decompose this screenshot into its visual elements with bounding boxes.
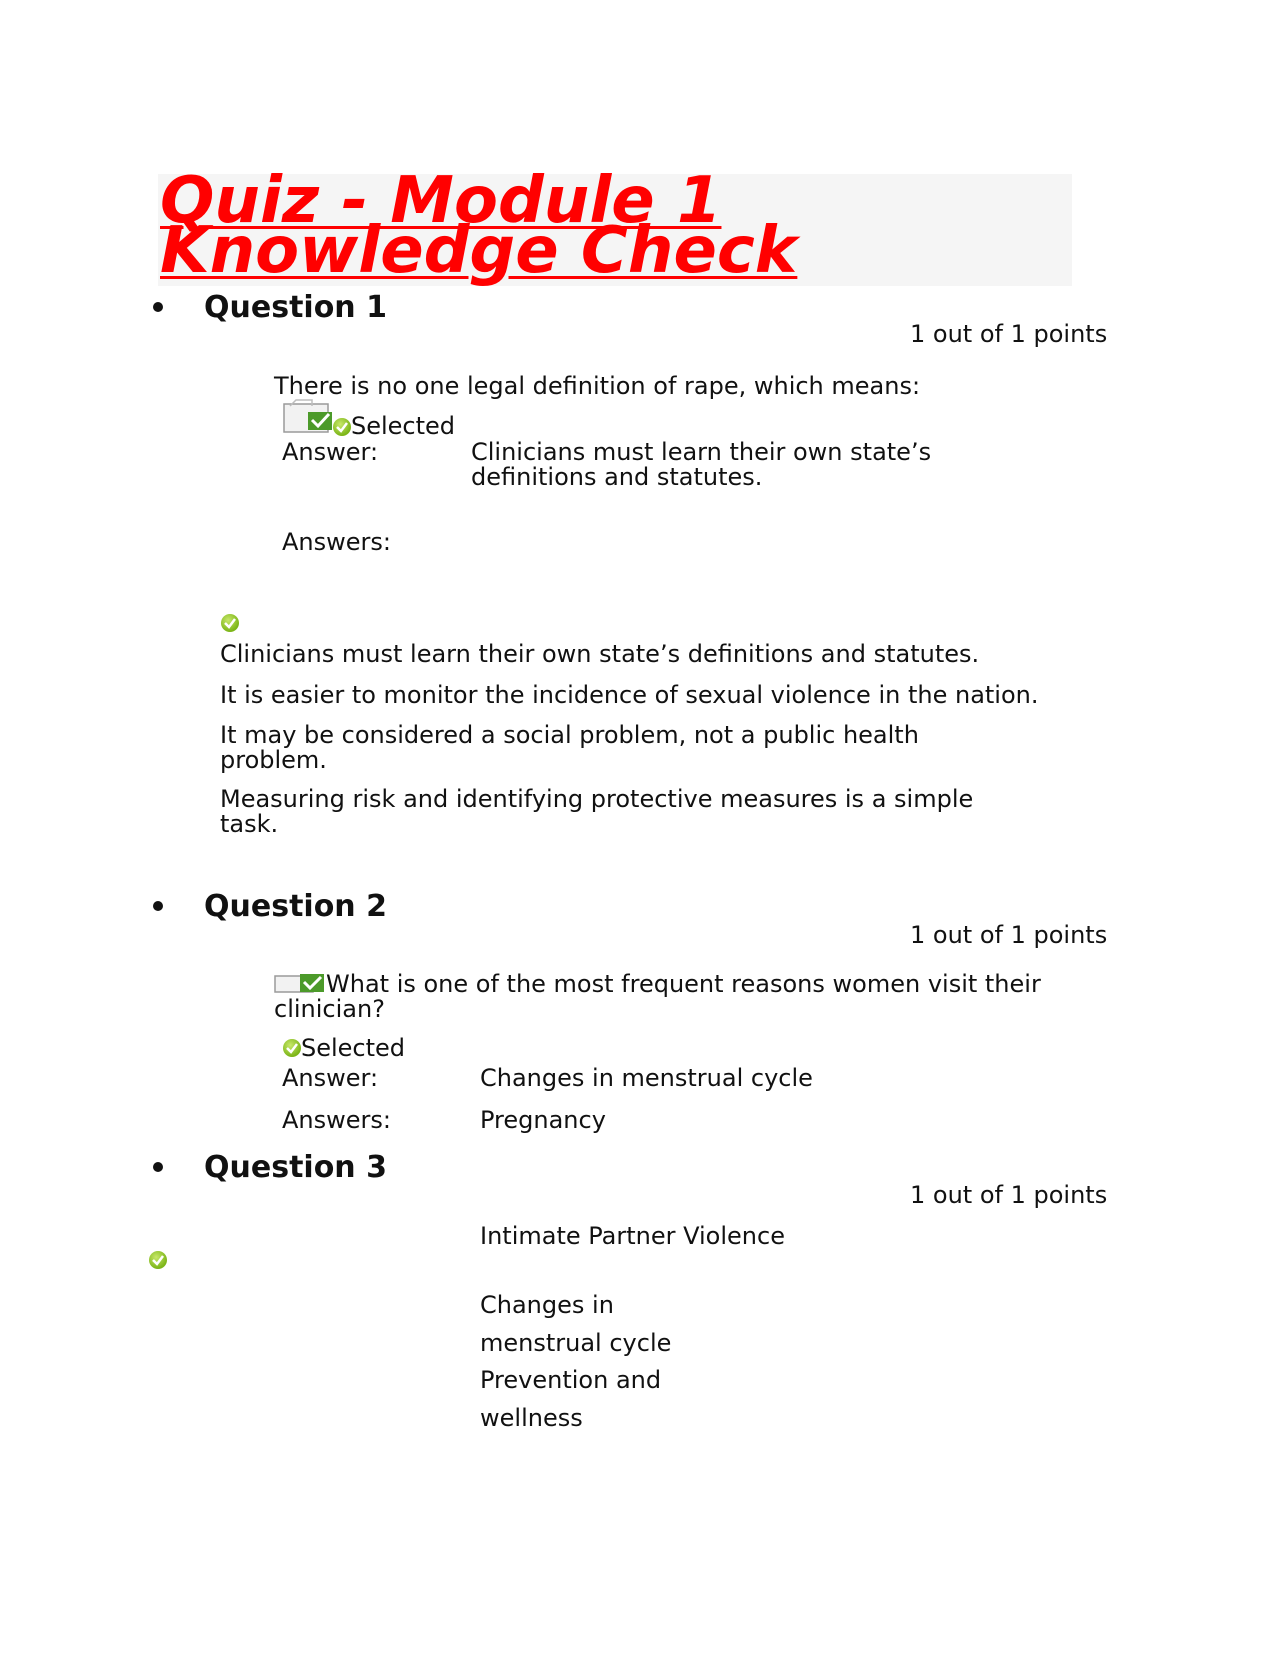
bullet-question-1 — [153, 302, 163, 312]
bullet-question-3 — [153, 1162, 163, 1172]
answer-option: Clinicians must learn their own state’s definitions and statutes. — [220, 640, 980, 668]
question-1-prompt: There is no one legal definition of rape, which means: — [274, 372, 921, 400]
question-2-answer-label: Answer: — [282, 1064, 379, 1092]
answer-option: Changes in menstrual cycle — [480, 1291, 672, 1357]
answer-option: Intimate Partner Violence — [480, 1222, 785, 1250]
checkmark-icon — [333, 418, 351, 436]
question-2-answers-label: Answers: — [282, 1106, 391, 1134]
question-3-heading: Question 3 — [204, 1150, 387, 1185]
question-2-selected-answer: Changes in menstrual cycle — [480, 1064, 813, 1092]
answer-option: Measuring risk and identifying protective measures is a simple task. — [220, 785, 974, 838]
question-3-points: 1 out of 1 points — [910, 1181, 1108, 1209]
question-1-selected-label: Selected — [351, 412, 456, 440]
answer-option: Prevention and wellness — [480, 1366, 662, 1432]
question-1-heading: Question 1 — [204, 290, 387, 325]
question-1-answers-label: Answers: — [282, 528, 391, 556]
question-2-selected-label: Selected — [301, 1034, 406, 1062]
answer-option: It is easier to monitor the incidence of sexual violence in the nation. — [220, 681, 1039, 709]
answer-option: It may be considered a social problem, not a public health problem. — [220, 721, 919, 774]
question-1-points: 1 out of 1 points — [910, 320, 1108, 348]
answer-option: Pregnancy — [480, 1106, 606, 1134]
question-2-prompt-text: What is one of the most frequent reasons women visit their clinician? — [274, 970, 1041, 1023]
question-1-answer-label: Answer: — [282, 438, 379, 466]
checkmark-icon — [283, 1039, 301, 1057]
bullet-question-2 — [153, 901, 163, 911]
page-title: Quiz - Module 1 Knowledge Check — [160, 164, 798, 288]
question-2-points: 1 out of 1 points — [910, 921, 1108, 949]
question-2-prompt — [274, 972, 1074, 1022]
checkmark-icon — [149, 1251, 167, 1269]
question-2-heading: Question 2 — [204, 889, 387, 924]
checkmark-icon — [221, 614, 239, 632]
document-check-icon — [282, 398, 338, 434]
question-1-selected-answer: Clinicians must learn their own state’s definitions and statutes. — [471, 438, 932, 491]
